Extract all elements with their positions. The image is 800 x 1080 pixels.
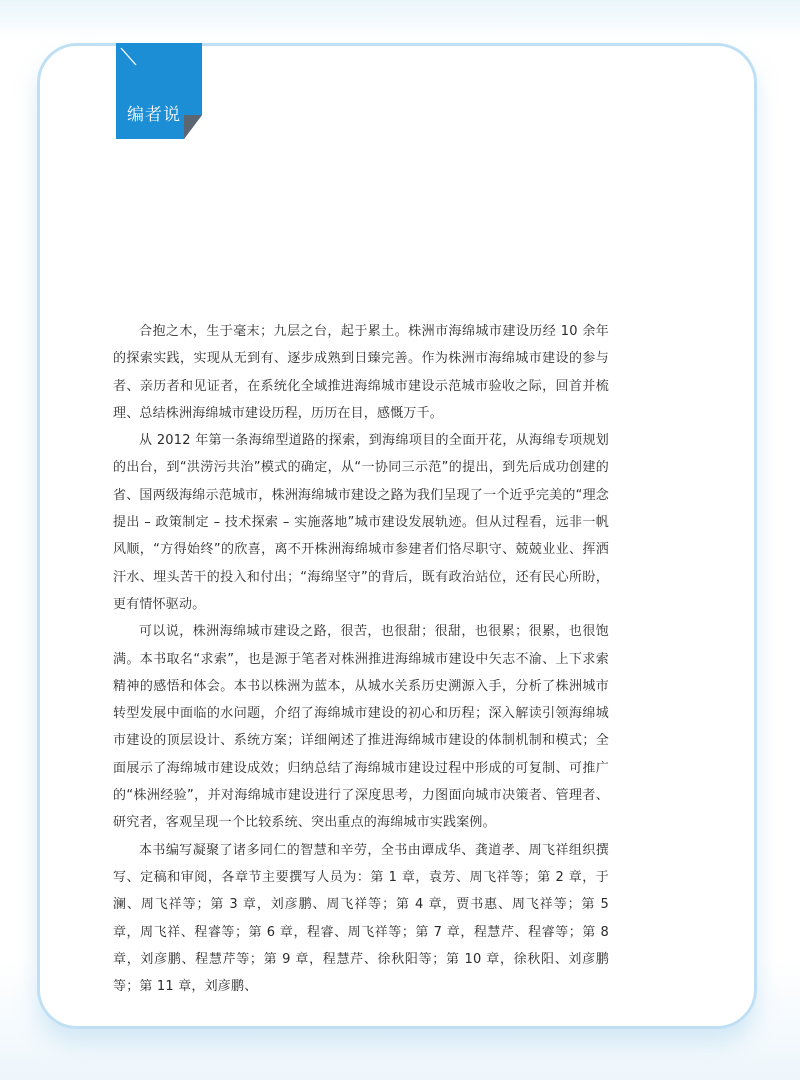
preface-body [113, 318, 609, 1000]
paragraph-4: 本书编写凝聚了诸多同仁的智慧和辛劳，全书由谭成华、龚道孝、周飞祥组织撰写、定稿和审阅，各章节主要撰写人员为：第 1 章，袁芳、周飞祥等；第 2 章，于澜、周飞祥等；第 3 章，刘彦鹏、周飞祥等；第 4 章，贾书惠、周飞祥等；第 5 章，周飞祥、程睿等；第 6 章，程睿、周飞祥等；第 7 章，程慧芹、程睿等；第 8 章，刘彦鹏、程慧芹等；第 9 章，程慧芹、徐秋阳等；第 10 章，徐秋阳、刘彦鹏等；第 11 章，刘彦鹏、 [113, 842, 609, 995]
section-title: 编者说 [127, 105, 181, 125]
paragraph-1: 合抱之木，生于毫末；九层之台，起于累土。株洲市海绵城市建设历经 10 余年的探索实践，实现从无到有、逐步成熟到日臻完善。作为株洲市海绵城市建设的参与者、亲历者和见证者，在系统化全域推进海绵城市建设示范城市验收之际，回首并梳理、总结株洲海绵城市建设历程，历历在目，感慨万千。 [113, 324, 609, 421]
top-glow-band [0, 0, 800, 40]
paragraph-3: 可以说，株洲海绵城市建设之路，很苦，也很甜；很甜，也很累；很累，也很饱满。本书取名“求索”，也是源于笔者对株洲推进海绵城市建设中矢志不渝、上下求索精神的感悟和体会。本书以株洲为蓝本，从城水关系历史溯源入手，分析了株洲城市转型发展中面临的水问题，介绍了海绵城市建设的初心和历程；深入解读引领海绵城市建设的顶层设计、系统方案；详细阐述了推进海绵城市建设的体制机制和模式；全面展示了海绵城市建设成效；归纳总结了海绵城市建设过程中形成的可复制、可推广的“株洲经验”，并对海绵城市建设进行了深度思考，力图面向城市决策者、管理者、研究者，客观呈现一个比较系统、突出重点的海绵城市实践案例。 [113, 624, 609, 831]
section-ribbon [116, 43, 202, 139]
paragraph-2: 从 2012 年第一条海绵型道路的探索，到海绵项目的全面开花，从海绵专项规划的出台，到“洪涝污共治”模式的确定，从“一协同三示范”的提出，到先后成功创建的省、国两级海绵示范城市，株洲海绵城市建设之路为我们呈现了一个近乎完美的“理念提出 – 政策制定 – 技术探索 – 实施落地”城市建设发展轨迹。但从过程看，远非一帆风顺，“方得始终”的欣喜，离不开株洲海绵城市参建者们恪尽职守、兢兢业业、挥洒汗水、埋头苦干的投入和付出；“海绵坚守”的背后，既有政治站位，还有民心所盼，更有情怀驱动。 [113, 433, 609, 612]
